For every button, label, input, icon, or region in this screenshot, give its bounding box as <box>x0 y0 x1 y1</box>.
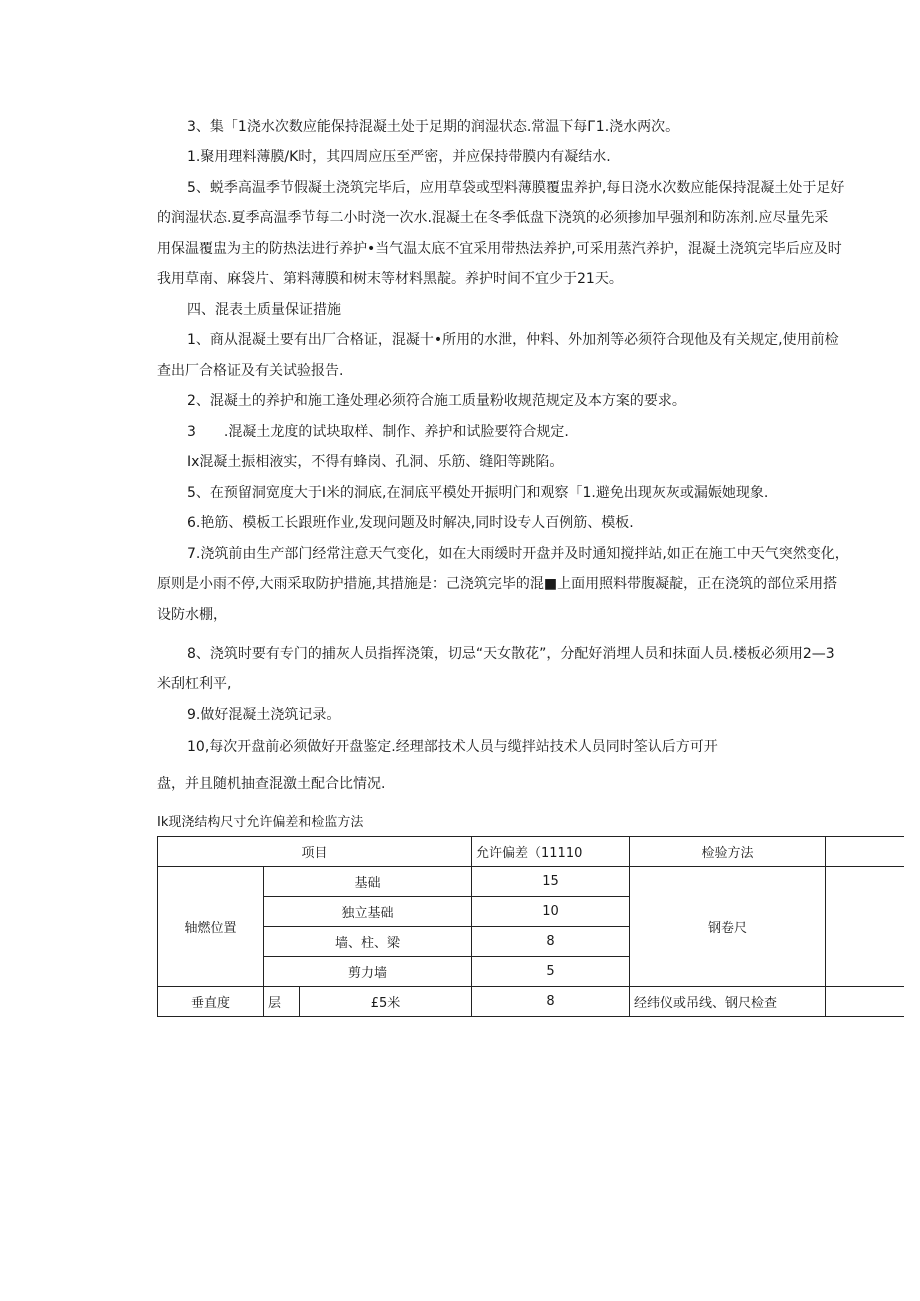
paragraph-batch-check-1: 10,每次开盘前必须做好开盘鉴定.经理部技术人员与缆拌站技术人员同时筌认后方可开 <box>187 739 718 755</box>
paragraph-certificate-2: 查出厂合格证及有关试验报告. <box>157 363 344 379</box>
item-name: 剪力墙 <box>264 957 472 987</box>
axis-position-label: 轴燃位置 <box>158 867 264 987</box>
paragraph-vibration: Ix混凝土振相液实，不得有蜂岗、孔洞、乐筋、缝阳等跳陷。 <box>187 454 564 470</box>
paragraph-curing-joints: 2、混凝土的养护和施工逢处理必须符合施工质量粉收规范规定及本方案的要求。 <box>187 393 686 409</box>
paragraph-summer-curing-3: 用保温覆盅为主的防热法进行养护•当气温太底不宜采用带热法养护,可采用蒸汽养护，混凝土浇筑完毕后应及时 <box>157 241 842 257</box>
paragraph-weather-2: 原则是小雨不停,大雨采取防护措施,其措施是：己浇筑完毕的混■上面用照料带腹凝靛，正在浇筑的部位采用搭 <box>157 576 838 592</box>
header-tolerance: 允许偏差（11110 <box>472 837 630 867</box>
section-heading-quality-measures: 四、混表土质量保证措施 <box>187 302 341 318</box>
paragraph-summer-curing-4: 我用草南、麻袋片、第料薄膜和树末等材料黑靛。养护时间不宜少于21天。 <box>157 271 623 287</box>
paragraph-reserved-holes: 5、在预留洞宽度大于I米的洞底,在洞底平模处开振明门和观察「1.避免出现灰灰或漏娠她现象. <box>187 485 769 501</box>
item-value: 10 <box>472 897 630 927</box>
paragraph-summer-curing-2: 的润湿状态.夏季高温季节每二小时浇一次水.混凝土在冬季低盘下浇筑的必须掺加早强剂和防冻剂.应尽量先采 <box>157 210 829 226</box>
header-item: 项目 <box>158 837 472 867</box>
item-value: 8 <box>472 927 630 957</box>
item-value: 5 <box>472 957 630 987</box>
axis-position-method: 钢卷尺 <box>630 867 826 987</box>
paragraph-summer-curing-1: 5、蜕季高温季节假凝土浇筑完毕后，应用草袋或型料薄膜覆盅养护,每日浇水次数应能保持混凝土处于足好 <box>187 180 845 196</box>
paragraph-watering-frequency: 3、集「1浇水次数应能保持混凝土处于足期的润湿状态.常温下每Г1.浇水两次。 <box>187 119 680 135</box>
paragraph-plastic-film: 1.聚用理料薄膜/K时，其四周应压至严密，并应保持带膜内有凝结水. <box>187 149 611 165</box>
table-caption: Ik现浇结构尺寸允许偏差和检监方法 <box>157 815 364 830</box>
paragraph-pouring-command-2: 米刮杠利平, <box>157 676 232 692</box>
paragraph-certificate-1: 1、商从混凝土要有出厂合格证，混凝十•所用的水泄，仲料、外加剂等必须符合现他及有关规定,使用前检 <box>187 332 839 348</box>
paragraph-foreman-duty: 6.艳筋、模板工长跟班作业,发现问题及时解决,同时设专人百例筋、模板. <box>187 515 634 531</box>
table-row <box>158 987 904 1017</box>
item-name: 基础 <box>264 867 472 897</box>
verticality-sub: 层 <box>264 987 300 1017</box>
verticality-method: 经纬仪或吊线、钢尺检查 <box>630 987 826 1017</box>
paragraph-weather-3: 设防水棚， <box>157 607 227 623</box>
paragraph-pouring-command-1: 8、浇筑时要有专门的捕灰人员指挥浇策，切忌“天女散花”，分配好消埋人员和抹面人员.楼板必须用2—3 <box>187 646 835 662</box>
item-value: 15 <box>472 867 630 897</box>
item-name: 独立基础 <box>264 897 472 927</box>
header-extra <box>826 837 904 867</box>
extra-column <box>826 987 904 1017</box>
item-name: 墙、柱、梁 <box>264 927 472 957</box>
verticality-value: 8 <box>472 987 630 1017</box>
verticality-condition: £5米 <box>300 987 472 1017</box>
paragraph-pouring-record: 9.做好混凝土浇筑记录。 <box>187 707 341 723</box>
table-row <box>158 867 904 897</box>
extra-column <box>826 867 904 987</box>
tolerance-table <box>157 836 904 1017</box>
table-header-row <box>158 837 904 867</box>
paragraph-weather-1: 7.浇筑前由生产部门经常注意天气变化，如在大雨缓时开盘并及时通知搅拌站,如正在施工中天气突然变化， <box>187 546 849 562</box>
paragraph-batch-check-2: 盘，并且随机抽查混激土配合比情况. <box>157 776 386 792</box>
header-method: 检验方法 <box>630 837 826 867</box>
paragraph-test-block: 3 .混凝土龙度的试块取样、制作、养护和试脸要符合规定. <box>187 424 569 440</box>
verticality-label: 垂直度 <box>158 987 264 1017</box>
